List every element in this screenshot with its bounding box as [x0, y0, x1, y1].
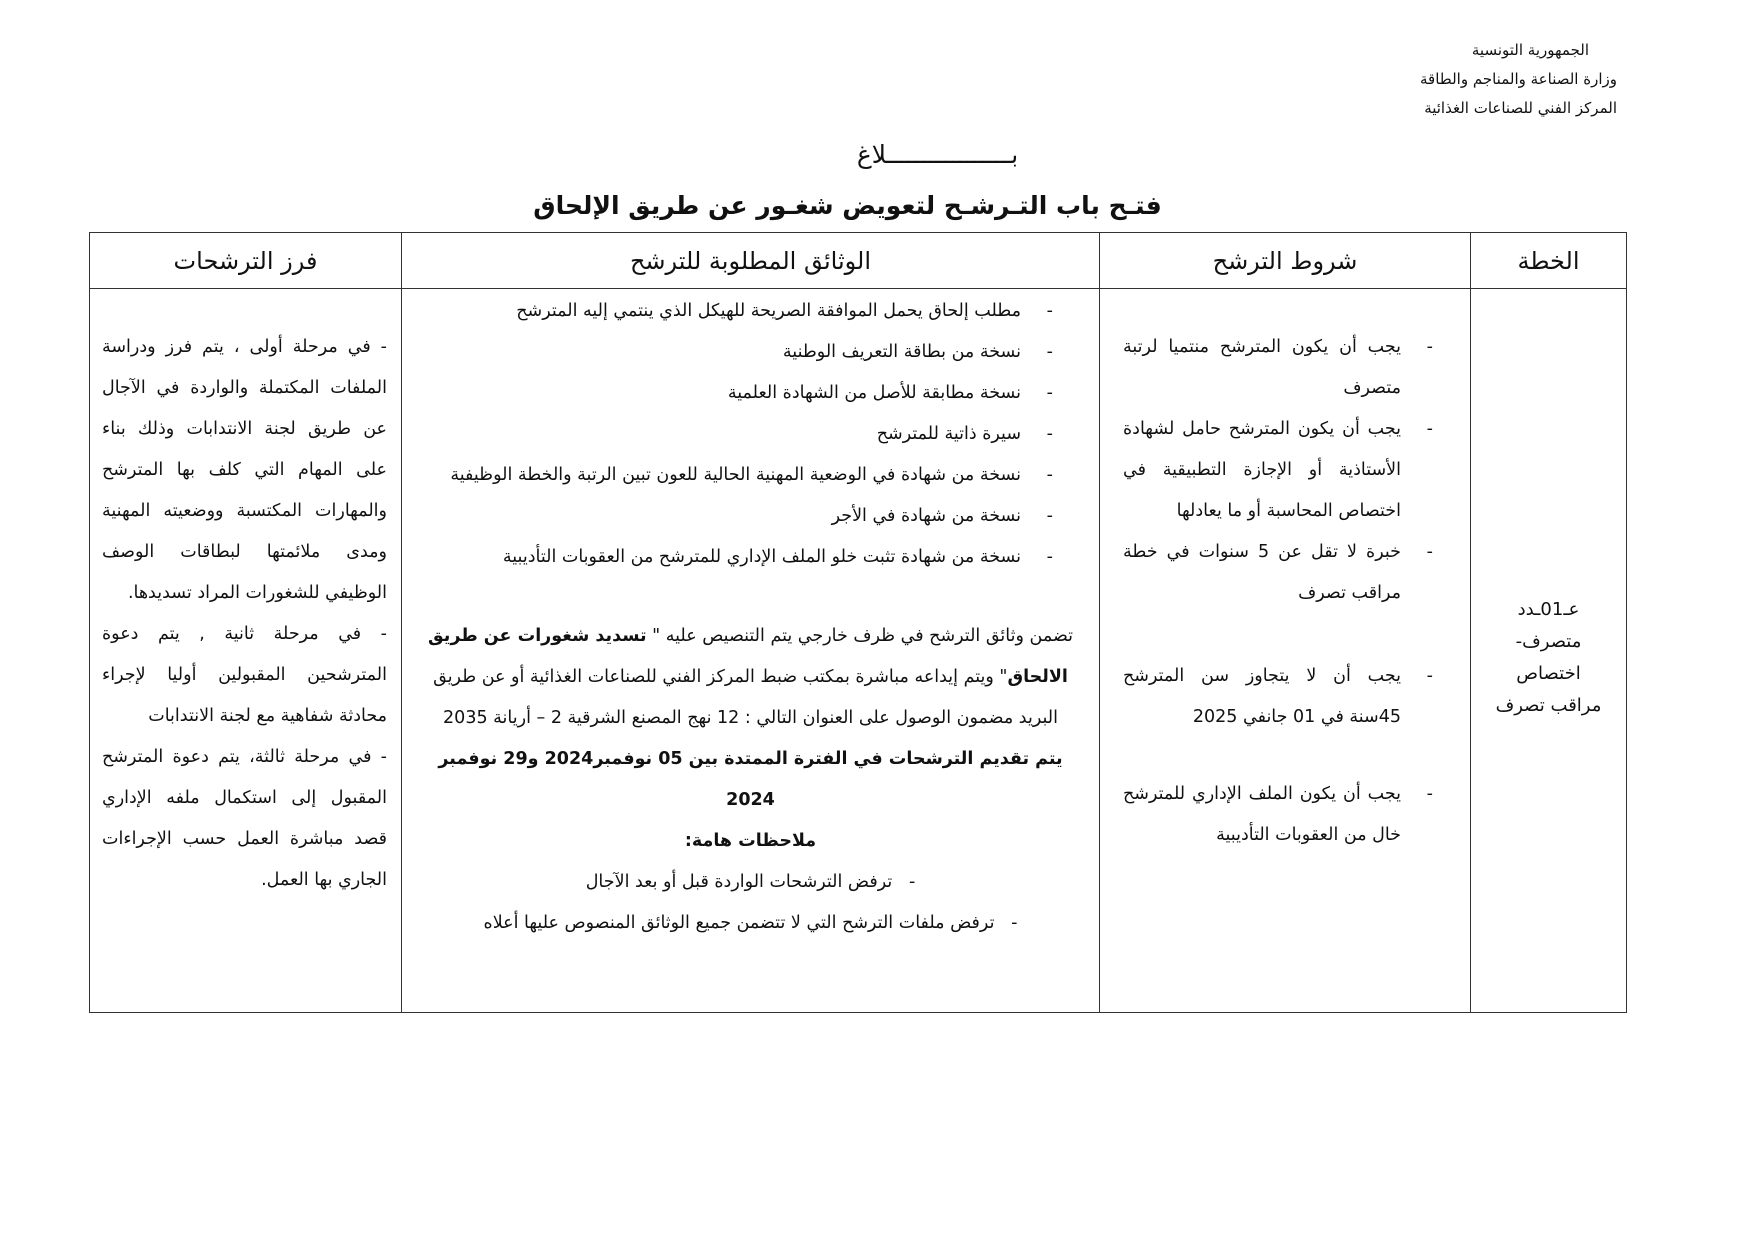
condition-item: - يجب أن يكون المترشح حامل لشهادة الأستاذية أو الإجازة التطبيقية في اختصاص المحاسبة أو ما يعادلها [1101, 409, 1469, 532]
sorting-cell [90, 289, 402, 1013]
header-sorting: فرز الترشحات [90, 233, 402, 289]
deadline-text: يتم تقديم الترشحات في الفترة الممتدة بين 05 نوفمبر2024 و29 نوفمبر 2024 [438, 749, 1063, 810]
conditions-list [1101, 327, 1469, 856]
header-plan: الخطة [1471, 233, 1627, 289]
condition-item: - خبرة لا تقل عن 5 سنوات في خطة مراقب تصرف [1101, 532, 1469, 614]
sorting-stage-1: - في مرحلة أولى ، يتم فرز ودراسة الملفات المكتملة والواردة في الآجال عن طريق لجنة الانتدابات وذلك بناء على المهام التي كلف بها المترشح والمهارات المكتسبة ووضعيته المهنية ومدى ملائمتها لبطاقات الوصف الوظيفي للشغورات المراد تسديدها. [102, 337, 387, 603]
document-item: - نسخة من شهادة تثبت خلو الملف الإداري للمترشح من العقوبات التأديبية [412, 537, 1089, 578]
header-documents: الوثائق المطلوبة للترشح [402, 233, 1100, 289]
submission-instructions [412, 616, 1089, 739]
plan-cell [1471, 289, 1627, 1013]
header-conditions: شروط الترشح [1100, 233, 1471, 289]
documents-cell [402, 289, 1100, 1013]
header-block [1420, 36, 1617, 123]
header-ministry: وزارة الصناعة والمناجم والطاقة [1420, 70, 1617, 88]
document-item: - نسخة من بطاقة التعريف الوطنية [412, 332, 1089, 373]
notes-title: ملاحظات هامة: [684, 831, 817, 851]
table-header-row [90, 233, 1627, 289]
condition-item: - يجب أن يكون الملف الإداري للمترشح خال من العقوبات التأديبية [1101, 774, 1469, 856]
document-item: - نسخة من شهادة في الأجر [412, 496, 1089, 537]
announcement-word: بـــــــــــــــــلاغ [856, 140, 1019, 169]
note-item: - ترفض ملفات الترشح التي لا تتضمن جميع الوثائق المنصوص عليها أعلاه [412, 903, 1089, 944]
submission-part2: " ويتم إيداعه مباشرة بمكتب ضبط المركز الفني للصناعات الغذائية أو عن طريق البريد مضمون الوصول على العنوان التالي : 12 نهج المصنع الشرقية 2 – أريانة 2035 [433, 667, 1058, 728]
envelope-label: تسديد شغورات عن طريق الالحاق [428, 626, 1068, 687]
sorting-stage-2: - في مرحلة ثانية , يتم دعوة المترشحين المقبولين أوليا لإجراء محادثة شفاهية مع لجنة الانتدابات [102, 624, 387, 726]
document-item: - مطلب إلحاق يحمل الموافقة الصريحة للهيكل الذي ينتمي إليه المترشح [412, 291, 1089, 332]
plan-count: عـ01ـدد [1517, 599, 1580, 620]
note-item: - ترفض الترشحات الواردة قبل أو بعد الآجال [412, 862, 1089, 903]
plan-specialty: مراقب تصرف [1495, 695, 1602, 716]
announcement-subject: فتـح باب التـرشـح لتعويض شغـور عن طريق الإلحاق [533, 191, 1162, 220]
conditions-cell [1100, 289, 1471, 1013]
header-republic: الجمهورية التونسية [1471, 41, 1589, 59]
notes-list [412, 862, 1089, 944]
condition-item: - يجب أن يكون المترشح منتميا لرتبة متصرف [1101, 327, 1469, 409]
documents-list [412, 291, 1089, 578]
submission-part1: تضمن وثائق الترشح في ظرف خارجي يتم التنصيص عليه " [646, 626, 1073, 646]
document-item: - نسخة مطابقة للأصل من الشهادة العلمية [412, 373, 1089, 414]
document-item: - سيرة ذاتية للمترشح [412, 414, 1089, 455]
table-row [90, 289, 1627, 1013]
plan-specialty-label: اختصاص [1516, 663, 1581, 684]
recruitment-table [89, 232, 1627, 1013]
announcement-title [0, 140, 1755, 170]
sorting-stage-3: - في مرحلة ثالثة، يتم دعوة المترشح المقبول إلى استكمال ملفه الإداري قصد مباشرة العمل حسب الإجراءات الجاري بها العمل. [102, 747, 387, 890]
document-item: - نسخة من شهادة في الوضعية المهنية الحالية للعون تبين الرتبة والخطة الوظيفية [412, 455, 1089, 496]
condition-item: - يجب أن لا يتجاوز سن المترشح 45سنة في 01 جانفي 2025 [1101, 656, 1469, 738]
plan-grade: متصرف- [1515, 631, 1582, 652]
header-center: المركز الفني للصناعات الغذائية [1424, 99, 1617, 117]
